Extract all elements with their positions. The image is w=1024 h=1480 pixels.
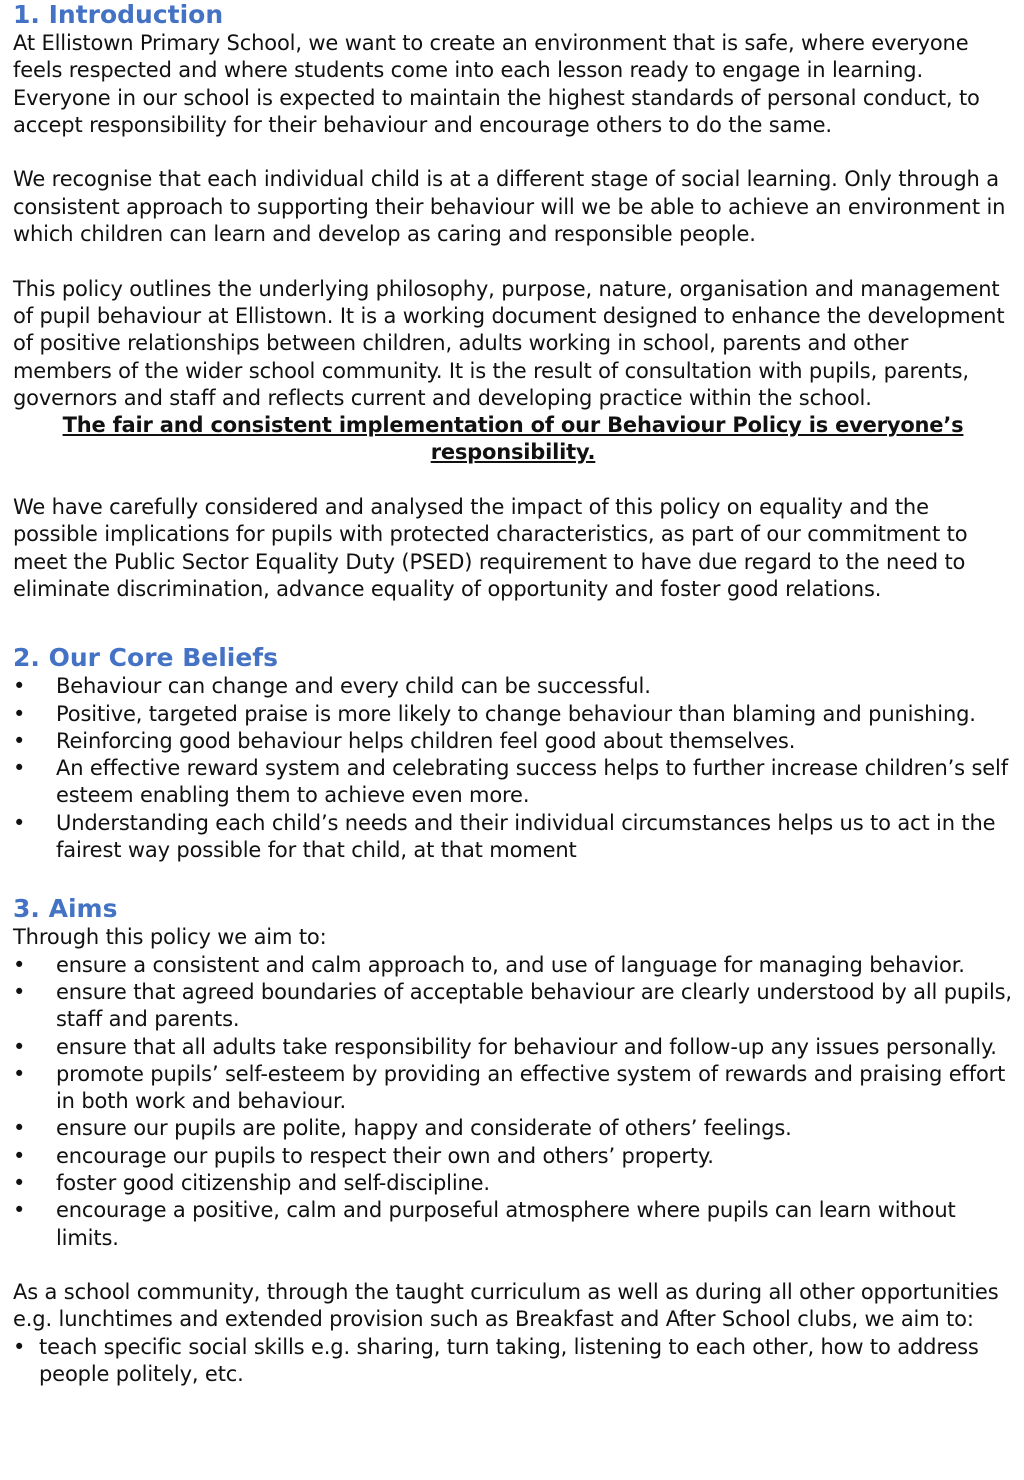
paragraph-gap [13,1252,1013,1279]
list-item-text: Positive, targeted praise is more likely to change behaviour than blaming and punishing. [56,701,976,726]
aims-heading: 3. Aims [13,894,118,924]
list-item [13,728,1013,755]
list-item [13,979,1013,1034]
list-item-text: Behaviour can change and every child can be successful. [56,674,651,699]
intro-paragraph-3: This policy outlines the underlying philosophy, purpose, nature, organisation and management of pupil behaviour at Ellistown. It is a working document designed to enhance the development of positive relationships between children, adults working in school, parents and other members of the wider school community. It is the result of consultation with pupils, parents, governors and staff and reflects current and developing practice within the school. [13,276,1005,410]
bullet-icon: • [13,810,26,835]
list-item-text: ensure our pupils are polite, happy and considerate of others’ feelings. [56,1116,792,1141]
list-item-text: Understanding each child’s needs and their individual circumstances helps us to act in the fairest way possible for that child, at that moment [56,810,996,863]
bullet-icon: • [13,1334,26,1359]
list-item-text: encourage our pupils to respect their own and others’ property. [56,1143,714,1168]
list-item [13,810,1013,865]
beliefs-list [13,673,1013,864]
list-item [13,673,1013,700]
list-item [13,1034,1013,1061]
bullet-icon: • [13,1034,26,1059]
bullet-icon: • [13,1143,26,1168]
community-list [13,1334,1013,1389]
list-item [13,1115,1013,1142]
bullet-icon: • [13,952,26,977]
list-item-text: teach specific social skills e.g. sharing, turn taking, listening to each other, how to address people politely, etc. [39,1334,979,1387]
bullet-icon: • [13,1170,26,1195]
list-item [13,1170,1013,1197]
beliefs-heading: 2. Our Core Beliefs [13,643,279,673]
list-item-text: ensure a consistent and calm approach to, and use of language for managing behavior. [56,952,965,977]
paragraph-gap [13,467,1013,494]
responsibility-statement: The fair and consistent implementation of our Behaviour Policy is everyone’s responsibility. [62,413,964,465]
list-item [13,1334,1013,1389]
bullet-icon: • [13,728,26,753]
intro-paragraph-1: At Ellistown Primary School, we want to create an environment that is safe, where everyone feels respected and where students come into each lesson ready to engage in learning. Everyone in our school is expected to maintain the highest standards of personal conduct, to accept responsibility for their behaviour and encourage others to do the same. [13,31,980,137]
intro-heading: 1. Introduction [13,0,224,29]
bullet-icon: • [13,1061,26,1086]
bullet-icon: • [13,674,26,699]
community-paragraph: As a school community, through the taught curriculum as well as during all other opportunities e.g. lunchtimes and extended provision such as Breakfast and After School clubs, we aim to: [13,1280,999,1332]
list-item-text: An effective reward system and celebrating success helps to further increase children’s self esteem enabling them to achieve even more. [56,756,1008,808]
list-item-text: ensure that agreed boundaries of acceptable behaviour are clearly understood by all pupils, staff and parents. [56,979,1012,1032]
list-item-text: Reinforcing good behaviour helps children feel good about themselves. [56,728,796,753]
list-item-text: promote pupils’ self-esteem by providing an effective system of rewards and praising effort in both work and behaviour. [56,1061,1006,1114]
aims-intro: Through this policy we aim to: [13,925,327,950]
intro-paragraph-4: We have carefully considered and analysed the impact of this policy on equality and the possible implications for pupils with protected characteristics, as part of our commitment to meet the Public Sector Equality Duty (PSED) requirement to have due regard to the need to eliminate discrimination, advance equality of opportunity and foster good relations. [13,495,968,601]
list-item-text: foster good citizenship and self-discipline. [56,1170,490,1195]
bullet-icon: • [13,701,26,726]
aims-list [13,952,1013,1252]
list-item [13,1061,1013,1116]
list-item [13,755,1013,810]
document-page [13,0,1013,1388]
bullet-icon: • [13,1116,26,1141]
list-item-text: encourage a positive, calm and purposeful atmosphere where pupils can learn without limits. [56,1198,956,1250]
list-item [13,701,1013,728]
list-item [13,1143,1013,1170]
list-item [13,1197,1013,1252]
intro-paragraph-2: We recognise that each individual child is at a different stage of social learning. Only through a consistent approach to supporting their behaviour will we be able to achieve an environment in which children can learn and develop as caring and responsible people. [13,167,1006,247]
paragraph-gap [13,248,1013,275]
paragraph-gap [13,139,1013,166]
bullet-icon: • [13,979,26,1004]
list-item-text: ensure that all adults take responsibility for behaviour and follow-up any issues personally. [56,1034,997,1059]
section-gap [13,603,1013,643]
list-item [13,952,1013,979]
bullet-icon: • [13,756,26,781]
bullet-icon: • [13,1198,26,1223]
section-gap [13,864,1013,894]
